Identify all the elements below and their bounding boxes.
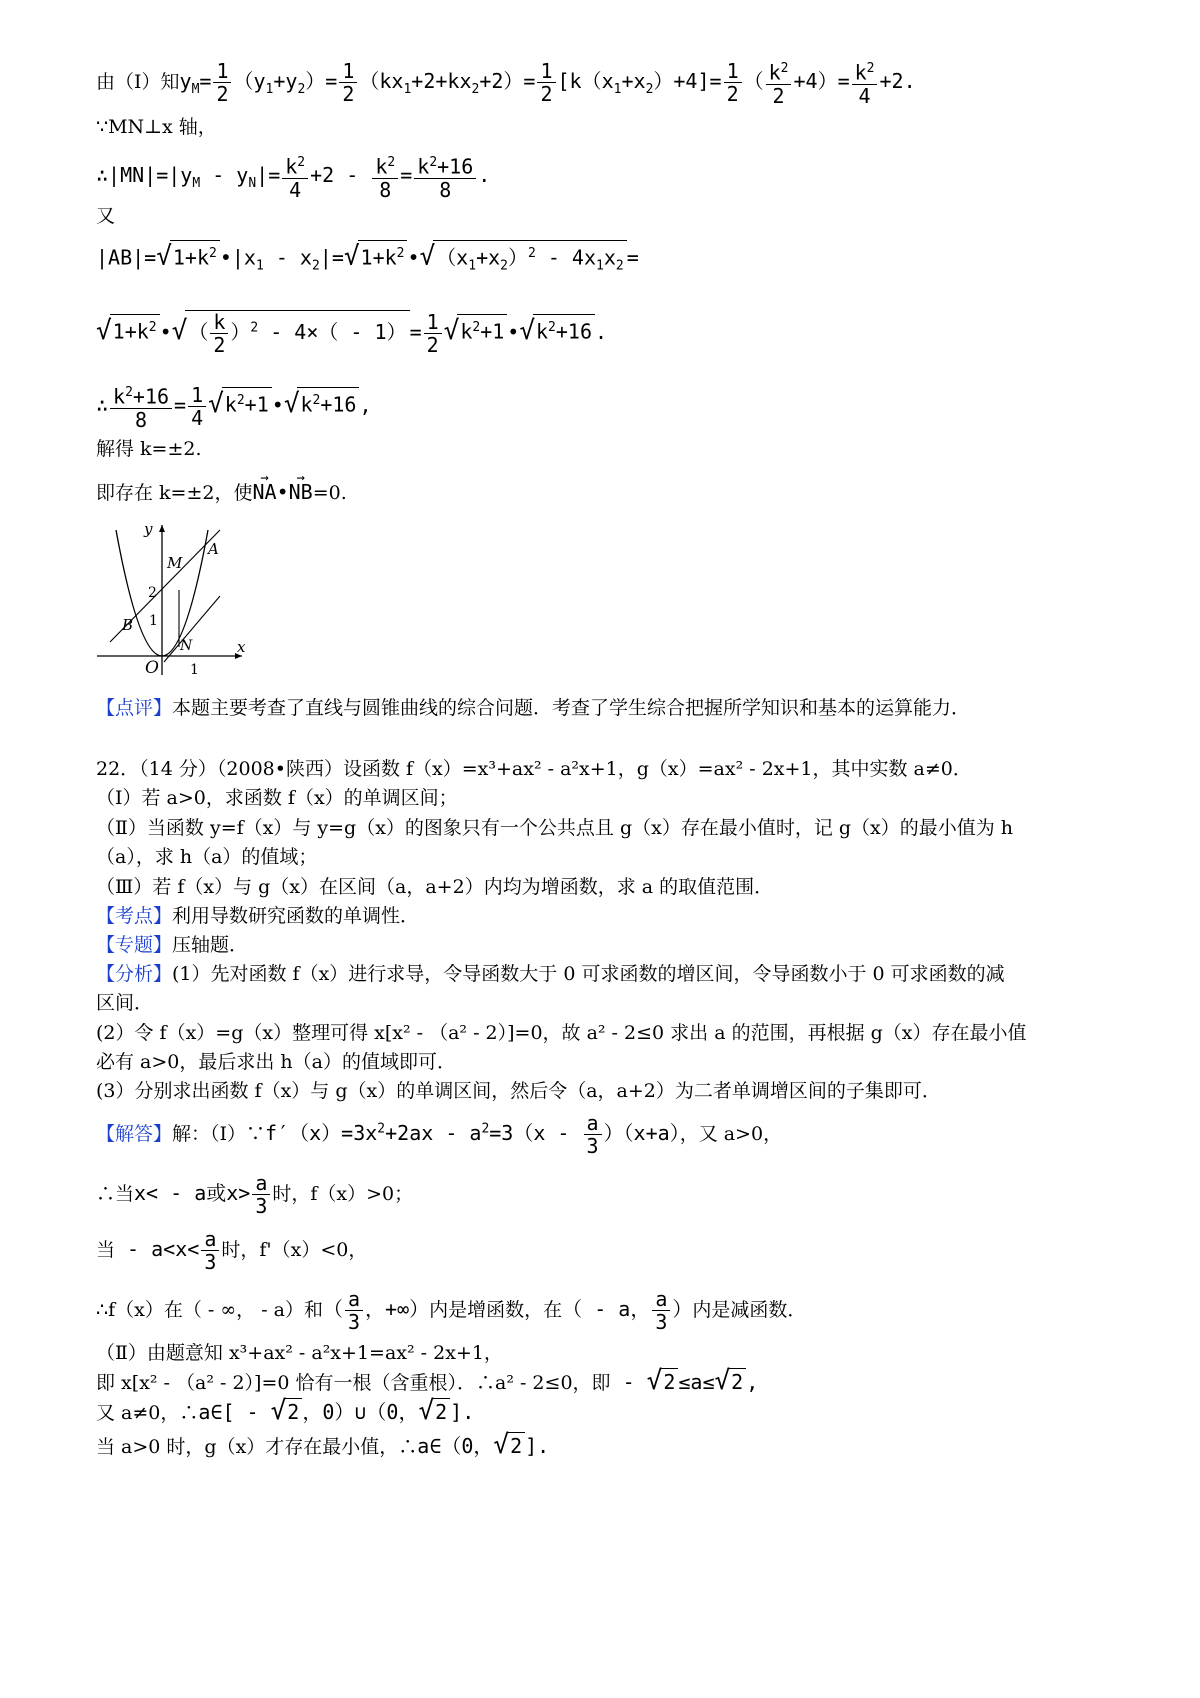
s2-prefix: ∴当 [96, 1183, 135, 1205]
label-x: x [237, 638, 246, 656]
fenxi-line-5: (3）分别求出函数 f（x）与 g（x）的单调区间，然后令（a，a+2）为二者单调增区间的子集即可． [96, 1080, 941, 1102]
zhuanti-text: 压轴题． [172, 934, 249, 956]
equation-mn: $\therefore|MN|=|y_M - y_N|=$ $\frac{k^2}{4}$ +2 - $\frac{k^2}{8}$ = $\frac{k^2+16}{8}$ . [96, 152, 490, 201]
exists-prefix: 即存在 k=±2，使 [96, 482, 253, 504]
fenxi-text-1: (1）先对函数 f（x）进行求导，令导函数大于 0 可求函数的增区间，令导函数小于 0 可求函数的减 [172, 963, 1005, 985]
s3-prefix: 当 [96, 1239, 116, 1261]
s8-prefix: 当 a>0 时，g（x）才存在最小值，∴ [96, 1436, 418, 1458]
label-n: N [180, 638, 193, 654]
text-mn-perp: ∵MN⊥x 轴， [96, 116, 217, 138]
solution-line-8: 当 a>0 时，g（x）才存在最小值，∴a∈（0，√2 ]. [96, 1430, 550, 1460]
jieda-suffix: ，又 a>0， [679, 1123, 783, 1145]
zhuanti-line [96, 932, 248, 958]
fenxi-line-4: 必有 a>0，最后求出 h（a）的值域即可． [96, 1051, 456, 1073]
solution-line-2: ∴当x< - a或x> $\frac{a}{3}$ 时，f（x）>0； [96, 1171, 414, 1218]
exists-suffix: =0. [312, 482, 347, 504]
s2-suffix: 时，f（x）>0； [272, 1183, 414, 1205]
question-22-part-2b: （a），求 h（a）的值域； [96, 846, 318, 868]
jieda-prefix: 解：（Ⅰ）∵ [172, 1123, 266, 1145]
equation-ab-2: $√1+k^2$ •√（ $\frac{k}{2}$ ）$^2$ - 4×（ - 1） = $\frac{1}{2}$ $√k^2+1$ $•√k^2+16$ . [96, 310, 608, 357]
review-line [96, 695, 970, 721]
question-22-part-3: （Ⅲ）若 f（x）与 g（x）在区间（a，a+2）内均为增函数，求 a 的取值范围． [96, 876, 774, 898]
s7-prefix: 又 a≠0，∴ [96, 1402, 199, 1424]
text-solve-k: 解得 k=±2. [96, 438, 202, 460]
text-prefix: 由（Ⅰ）知 [96, 70, 180, 93]
kaodian-text: 利用导数研究函数的单调性． [172, 905, 420, 927]
solution-line-3: 当 - a<x< $\frac{a}{3}$ 时，f'（x）<0， [96, 1227, 368, 1274]
question-22: 22．（14 分）（2008•陕西）设函数 f（x）=x³+ax² - a²x+1，g（x）=ax² - 2x+1，其中实数 a≠0． [96, 758, 972, 780]
question-22-part-1: （Ⅰ）若 a>0，求函数 f（x）的单调区间； [96, 787, 458, 809]
text-you: 又 [96, 205, 116, 227]
function-graph [92, 520, 252, 680]
solution-line-5: （Ⅱ）由题意知 x³+ax² - a²x+1=ax² - 2x+1， [96, 1342, 503, 1364]
fenxi-line-1 [96, 961, 1005, 987]
jieda-line-1: 【解答】解：$(Ⅰ)\because f'(x)=3x^2+2ax - a^2=3(x$ - $\frac{a}{3}$ ）（x+a），又 a>0， [96, 1111, 783, 1158]
label-a: A [208, 540, 219, 558]
text-exists-k: 即存在 k=±2，使→ NA•→ NB=0. [96, 479, 347, 506]
s4-mid: 内是增函数，在 [429, 1299, 563, 1321]
label-m: M [167, 554, 183, 572]
equation-ym: 由（Ⅰ）知$y_M=$ $\frac{1}{2}$ $(y_1+y_2)=$ $\frac{1}{2}$ $(kx_1+2+kx_2+2)=$ $\frac{1}{2}$ $[k(x_1+x_2)+4]=$ $\frac{1}{2}$ （ $\frac{k^2}{2}$ +4）= $\frac{k^2}{4}$ +2. [96, 58, 916, 108]
label-1-y: 1 [149, 613, 158, 629]
s6-prefix: 即 x[x² - （a² - 2）]=0 恰有一根（含重根）．∴a² - 2≤0，即 [96, 1372, 611, 1394]
fenxi-line-2: 区间． [96, 992, 154, 1014]
equation-k: ∴ $\frac{k^2+16}{8}$ = $\frac{1}{4}$ $√k^2+1$ $•√k^2+16$ , [96, 382, 372, 432]
fenxi-tag: 【分析】 [96, 963, 173, 985]
solution-line-4: ∴f（x）在（ - ∞， - a）和（ $\frac{a}{3}$ ，+∞）内是增函数，在（ - a， $\frac{a}{3}$ ）内是减函数． [96, 1287, 807, 1334]
label-y: y [144, 520, 153, 538]
zhuanti-tag: 【专题】 [96, 934, 173, 956]
kaodian-tag: 【考点】 [96, 905, 173, 927]
s4-prefix: ∴f（x）在（ - ∞， - a）和 [96, 1299, 323, 1321]
s3-suffix: 时，f'（x）<0， [221, 1239, 368, 1261]
jieda-tag: 【解答】 [96, 1123, 173, 1145]
solution-line-7: 又 a≠0，∴a∈[ - √2 ，0）∪（0，√2 ]. [96, 1396, 475, 1426]
label-1-x: 1 [190, 662, 199, 678]
equation-ab-1: $|AB|=√1+k^2$ $•|x_1 - x_2|=√1+k^2$ $•√(x_1+x_2)^2 - 4x_1x_2$ = [96, 240, 639, 280]
s4-suffix: 内是减函数． [692, 1299, 807, 1321]
y-arrow [159, 525, 165, 532]
label-b: B [122, 616, 134, 634]
label-o: O [145, 658, 159, 678]
fenxi-line-3: (2）令 f（x）=g（x）整理可得 x[x² - （a² - 2）]=0，故 a² - 2≤0 求出 a 的范围，再根据 g（x）存在最小值 [96, 1022, 1027, 1044]
review-tag: 【点评】 [96, 697, 173, 719]
question-22-part-2a: （Ⅱ）当函数 y=f（x）与 y=g（x）的图象只有一个公共点且 g（x）存在最小值时，记 g（x）的最小值为 h [96, 817, 1014, 839]
label-2-y: 2 [148, 585, 157, 601]
kaodian-line [96, 903, 419, 929]
solution-line-6: 即 x[x² - （a² - 2）]=0 恰有一根（含重根）．∴a² - 2≤0，即 - √2 ≤a≤√2 , [96, 1366, 759, 1396]
review-text: 本题主要考查了直线与圆锥曲线的综合问题．考查了学生综合把握所学知识和基本的运算能力． [172, 697, 971, 719]
